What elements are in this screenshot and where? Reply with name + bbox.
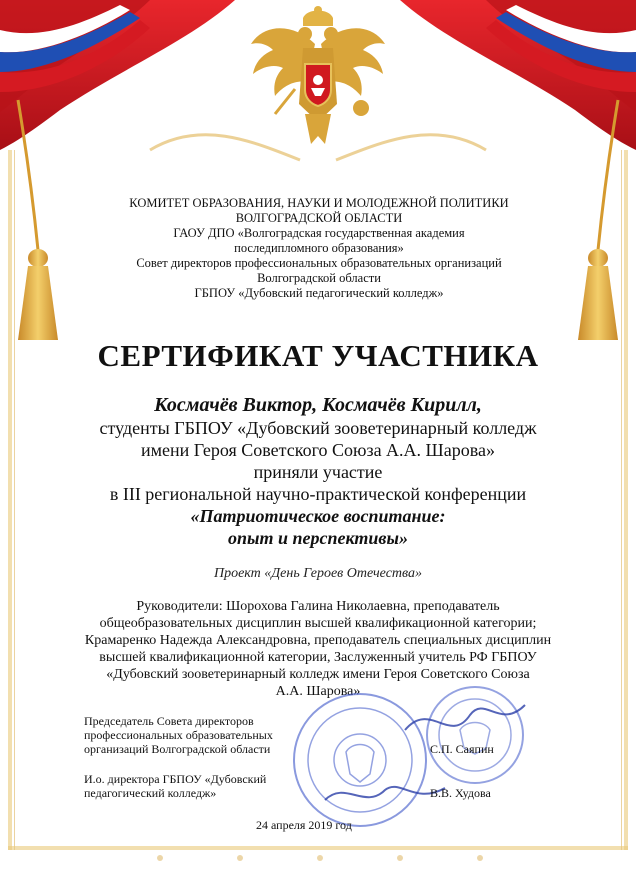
signatory-title: профессиональных образовательных [84,728,273,742]
header-line: последипломного образования» [234,241,404,255]
recipient-names: Космачёв Виктор, Космачёв Кирилл, [154,394,482,416]
body-line: приняли участие [253,462,383,482]
supervisors-line: высшей квалификационной категории, Заслуженный учитель РФ ГБПОУ [99,650,537,665]
header-line: Совет директоров профессиональных образовательных организаций [136,256,502,270]
conference-name: «Патриотическое воспитание: [190,506,446,526]
signatory-title: И.о. директора ГБПОУ «Дубовский [84,772,267,786]
issue-date: 24 апреля 2019 год [256,818,352,832]
header-line: ГАОУ ДПО «Волгоградская государственная академия [173,226,465,240]
conference-name: опыт и перспективы» [228,528,408,548]
project-title: Проект «День Героев Отечества» [213,566,423,581]
body-line: студенты ГБПОУ «Дубовский зооветеринарный колледж [99,418,537,438]
supervisors-line: Крамаренко Надежда Александровна, преподаватель специальных дисциплин [84,633,552,648]
signatory-title: педагогический колледж» [84,786,217,800]
issuer-header [96,196,542,301]
signatory-title: организаций Волгоградской области [84,742,271,756]
handwritten-signature-chair [400,690,530,750]
header-line: ВОЛГОГРАДСКОЙ ОБЛАСТИ [235,211,403,225]
header-line: ГБПОУ «Дубовский педагогический колледж» [194,286,444,300]
header-line: КОМИТЕТ ОБРАЗОВАНИЯ, НАУКИ И МОЛОДЕЖНОЙ ПОЛИТИКИ [129,196,509,210]
supervisors-line: «Дубовский зооветеринарный колледж имени Героя Советского Союза [106,667,530,682]
coat-of-arms-emblem [245,4,391,154]
supervisors-line: А.А. Шарова» [275,684,361,699]
header-line: Волгоградской области [257,271,381,285]
supervisors-line: общеобразовательных дисциплин высшей квалификационной категории; [99,616,537,631]
chair-signatory-name: С.П. Саяпин [430,742,494,756]
supervisors-line: Руководители: Шорохова Галина Николаевна, преподаватель [136,599,500,614]
director-signatory-name: В.В. Худова [430,786,491,800]
signatory-title: Председатель Совета директоров [84,714,254,728]
body-line: в III региональной научно-практической конференции [109,484,527,504]
chair-signature-block [84,714,294,756]
certificate-body [0,417,636,549]
body-line: имени Героя Советского Союза А.А. Шарова» [141,440,495,460]
director-signature-block [84,772,294,800]
certificate-title: СЕРТИФИКАТ УЧАСТНИКА [97,338,539,373]
